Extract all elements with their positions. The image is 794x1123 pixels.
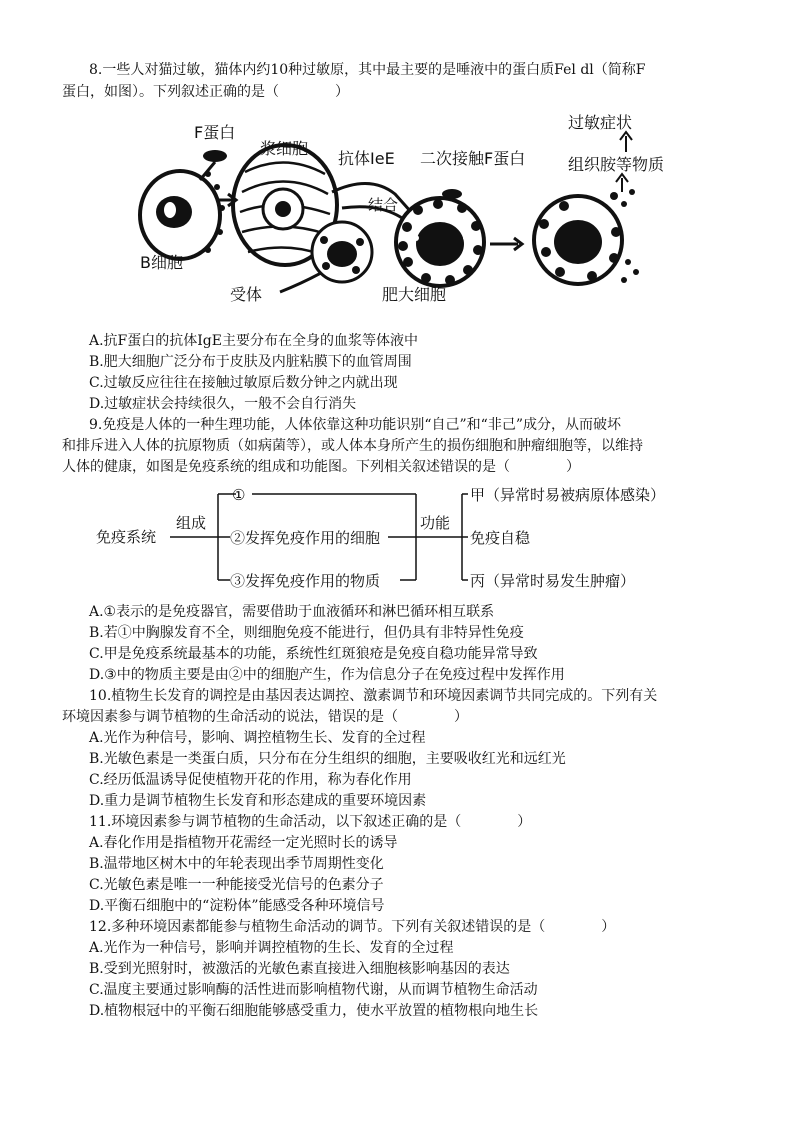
allergy-mechanism-figure [120, 112, 680, 322]
q10-option-c: C.经历低温诱导促使植物开花的作用，称为春化作用 [89, 772, 412, 788]
diagram-item1: ① [232, 486, 246, 504]
q9-stem-line2: 和排斥进入人体的抗原物质（如病菌等），或人体本身所产生的损伤细胞和肿瘤细胞等，以维持 [62, 438, 643, 454]
q12-option-d: D.植物根冠中的平衡石细胞能够感受重力，使水平放置的植物根向地生长 [89, 1003, 539, 1019]
combine-label: 结合 [368, 196, 399, 214]
immune-system-diagram [90, 484, 710, 596]
plasma-cell-label: 浆细胞 [260, 139, 309, 158]
q10-option-b: B.光敏色素是一类蛋白质，只分布在分生组织的细胞，主要吸收红光和远红光 [89, 751, 566, 767]
f-protein-label: F蛋白 [194, 123, 236, 142]
q11-option-d: D.平衡石细胞中的“淀粉体”能感受各种环境信号 [89, 898, 385, 914]
diagram-compose-label: 组成 [176, 514, 207, 532]
q10-option-d: D.重力是调节植物生长发育和形态建成的重要环境因素 [89, 793, 427, 809]
diagram-function-label: 功能 [420, 514, 451, 532]
q11-option-c: C.光敏色素是唯一一种能接受光信号的色素分子 [89, 877, 384, 893]
antibody-label: 抗体IeE [338, 149, 395, 168]
q9-option-d: D.③中的物质主要是由②中的细胞产生，作为信息分子在免疫过程中发挥作用 [89, 667, 565, 683]
q11-option-b: B.温带地区树木中的年轮表现出季节周期性变化 [89, 856, 384, 872]
histamine-label: 组织胺等物质 [568, 155, 665, 174]
q9-option-a: A.①表示的是免疫器官，需要借助于血液循环和淋巴循环相互联系 [89, 604, 495, 620]
q10-option-a: A.光作为种信号，影响、调控植物生长、发育的全过程 [89, 730, 426, 746]
f-protein-shape [203, 150, 227, 162]
q10-stem-line2: 环境因素参与调节植物的生命活动的说法，错误的是（ ） [62, 709, 468, 725]
second-contact-label: 二次接触F蛋白 [420, 149, 526, 168]
allergy-label: 过敏症状 [568, 113, 633, 132]
q9-option-c: C.甲是免疫系统最基本的功能，系统性红斑狼疮是免疫自稳功能异常导致 [89, 646, 538, 662]
q11-stem-line1: 11.环境因素参与调节植物的生命活动，以下叙述正确的是（ ） [89, 814, 532, 830]
diagram-func3: 丙（异常时易发生肿瘤） [470, 572, 636, 590]
q8-option-a: A.抗F蛋白的抗体IgE主要分布在全身的血浆等体液中 [89, 333, 418, 349]
q9-stem-line1: 9.免疫是人体的一种生理功能，人体依靠这种功能识别“自己”和“非己”成分，从而破坏 [89, 417, 621, 433]
q12-stem-line1: 12.多种环境因素都能参与植物生命活动的调节。下列有关叙述错误的是（ ） [89, 919, 616, 935]
diagram-item2: ②发挥免疫作用的细胞 [230, 529, 381, 547]
q9-option-b: B.若①中胸腺发育不全，则细胞免疫不能进行，但仍具有非特异性免疫 [89, 625, 524, 641]
q11-option-a: A.春化作用是指植物开花需经一定光照时长的诱导 [89, 835, 398, 851]
q8-stem-line2: 蛋白，如图）。下列叙述正确的是（ ） [62, 84, 349, 100]
q10-stem-line1: 10.植物生长发育的调控是由基因表达调控、激素调节和环境因素调节共同完成的。下列有关 [89, 688, 658, 704]
receptor-label: 受体 [230, 285, 263, 304]
q12-option-c: C.温度主要通过影响酶的活性进而影响植物代谢，从而调节植物生命活动 [89, 982, 538, 998]
q8-option-d: D.过敏症状会持续很久，一般不会自行消失 [89, 396, 357, 412]
diagram-item3: ③发挥免疫作用的物质 [230, 572, 381, 590]
diagram-func2: 免疫自稳 [470, 529, 531, 547]
q12-option-a: A.光作为一种信号，影响并调控植物的生长、发育的全过程 [89, 940, 454, 956]
q12-option-b: B.受到光照射时，被激活的光敏色素直接进入细胞核影响基因的表达 [89, 961, 510, 977]
q8-option-b: B.肥大细胞广泛分布于皮肤及内脏粘膜下的血管周围 [89, 354, 412, 370]
mast-cell-label: 肥大细胞 [382, 285, 447, 304]
diagram-system-label: 免疫系统 [96, 528, 157, 546]
q9-stem-line3: 人体的健康，如图是免疫系统的组成和功能图。下列相关叙述错误的是（ ） [62, 459, 580, 475]
b-cell-label: B细胞 [140, 253, 183, 272]
diagram-func1: 甲（异常时易被病原体感染） [470, 486, 666, 504]
q8-stem-line1: 8.一些人对猫过敏，猫体内约10种过敏原，其中最主要的是唾液中的蛋白质Fel dl（简称F [89, 62, 646, 78]
q8-option-c: C.过敏反应往往在接触过敏原后数分钟之内就出现 [89, 375, 398, 391]
